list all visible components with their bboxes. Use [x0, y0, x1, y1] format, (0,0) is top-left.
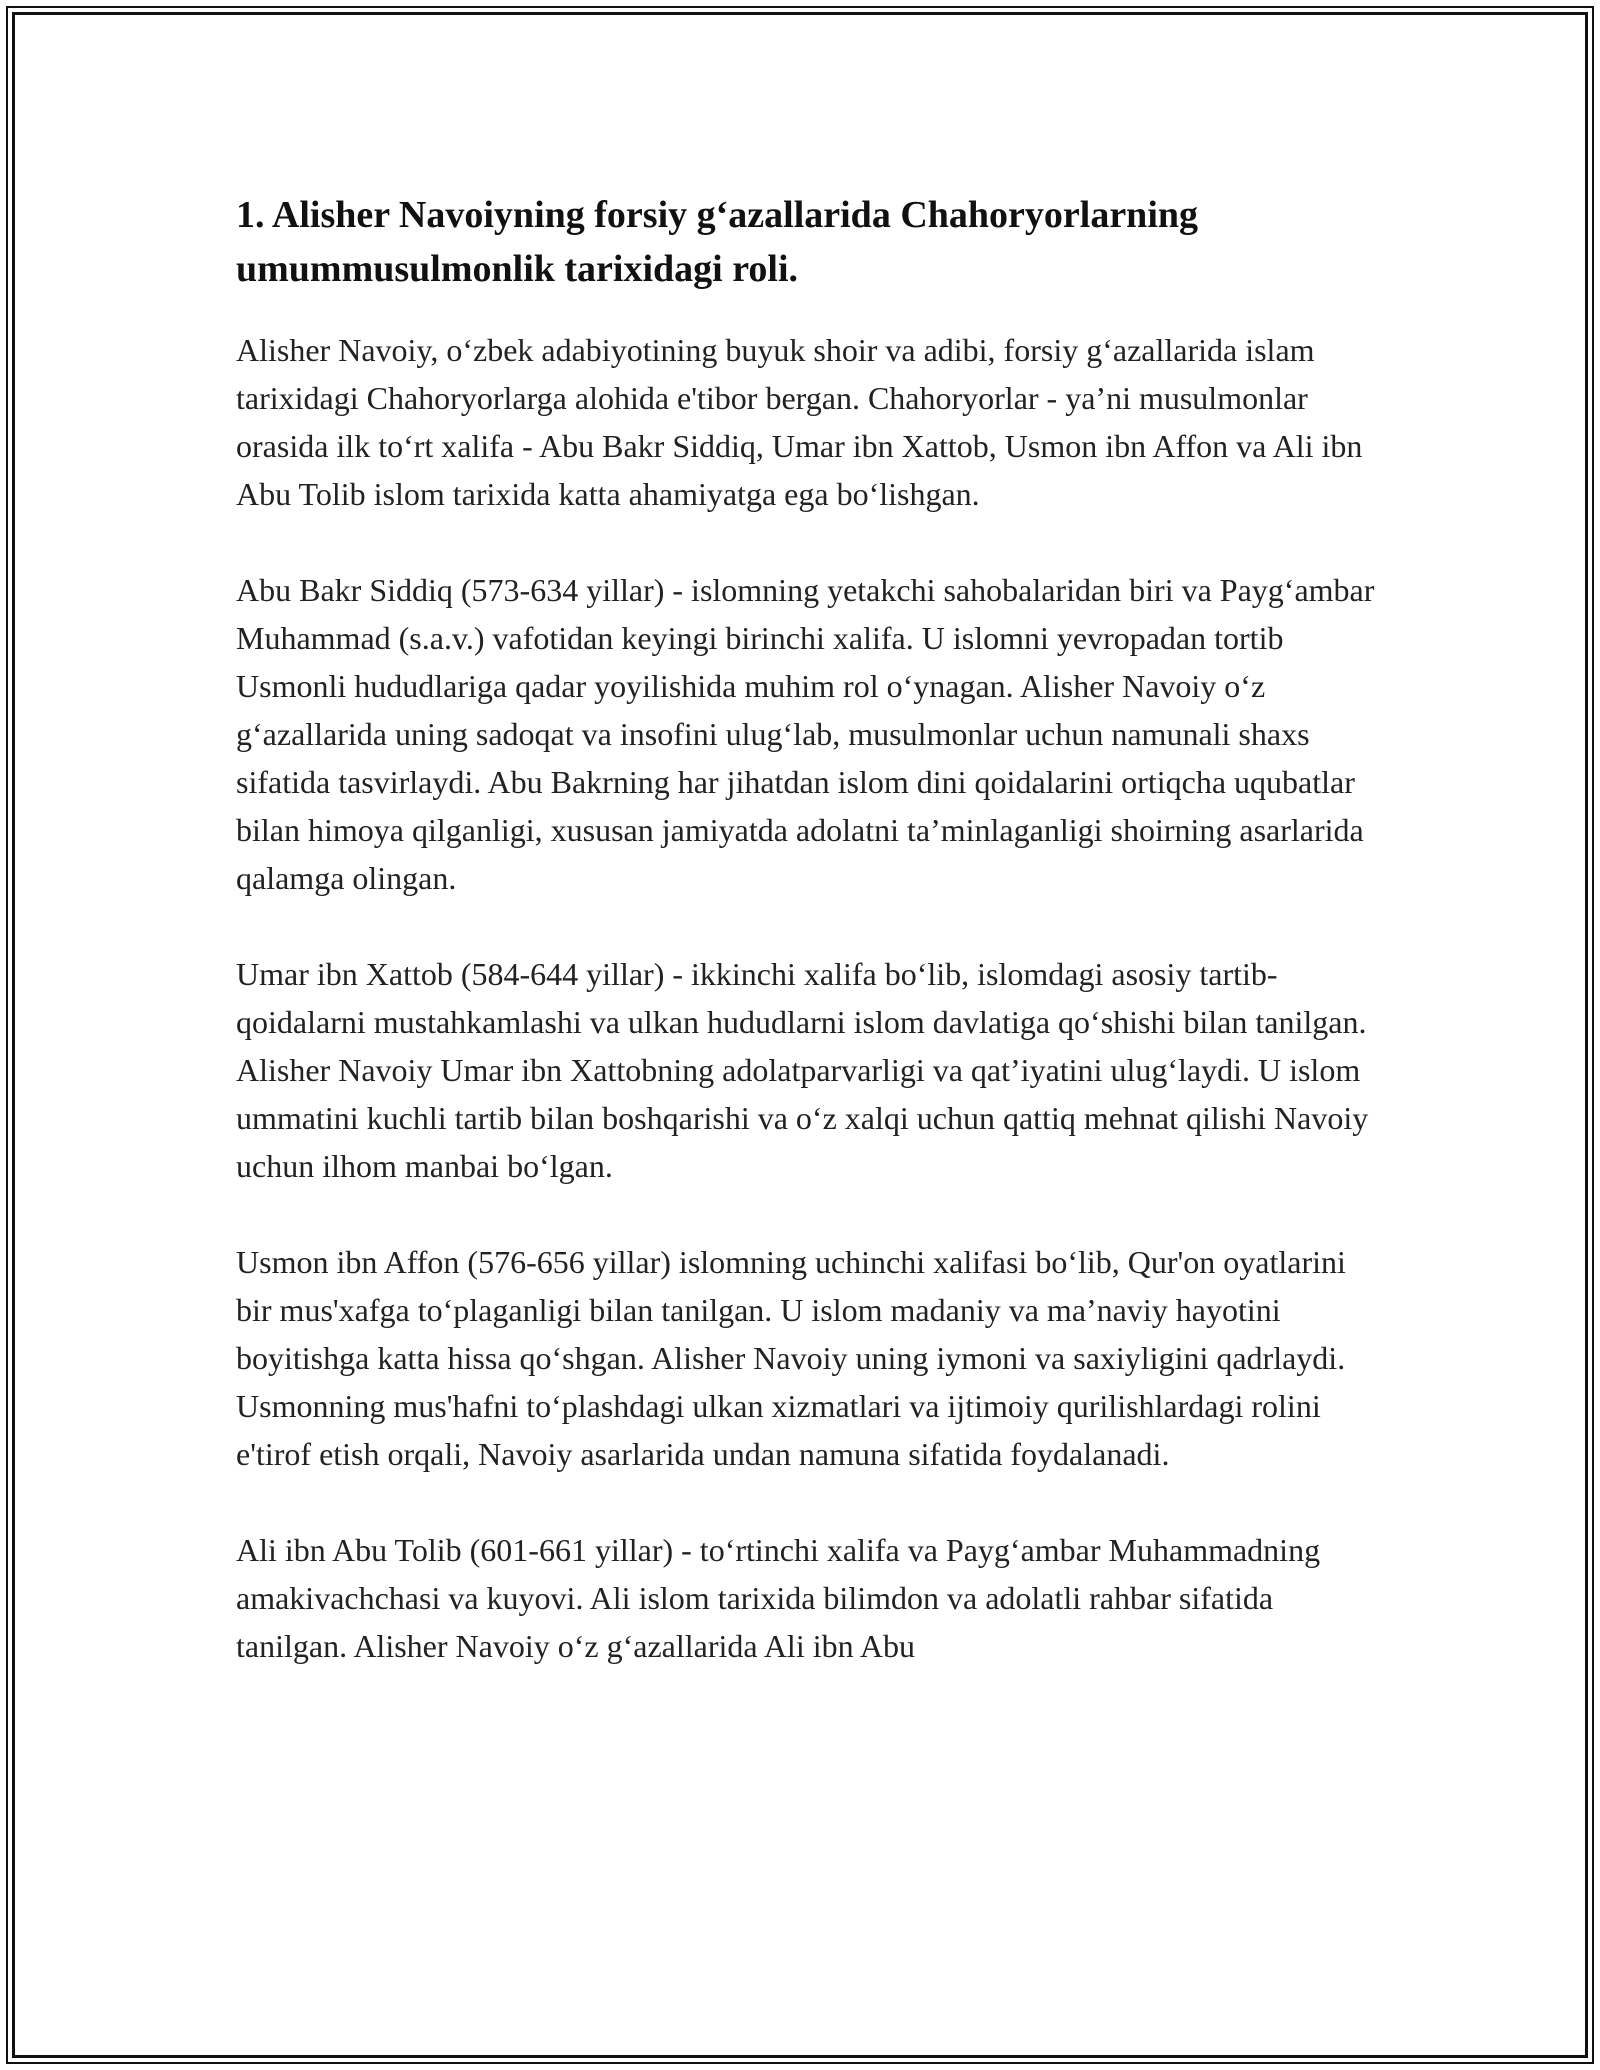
paragraph-abu-bakr: Abu Bakr Siddiq (573-634 yillar) - islomning yetakchi sahobalaridan biri va Payg‘ambar Muhammad (s.a.v.) vafotidan keyingi birinchi xalifa. U islomni yevropadan tortib Usmonli hududlariga qadar yoyilishida muhim rol o‘ynagan. Alisher Navoiy o‘z g‘azallarida uning sadoqat va insofini ulug‘lab, musulmonlar uchun namunali shaxs sifatida tasvirlaydi. Abu Bakrning har jihatdan islom dini qoidalarini ortiqcha uqubatlar bilan himoya qilganligi, xususan jamiyatda adolatni ta’minlaganligi shoirning asarlarida qalamga olingan.: [236, 572, 1375, 896]
section-heading: 1. Alisher Navoiyning forsiy g‘azallarida Chahoryorlarning umummusulmonlik tarixidagi roli.: [236, 194, 1199, 290]
document-body: [236, 188, 1376, 1718]
paragraph-ali: Ali ibn Abu Tolib (601-661 yillar) - to‘rtinchi xalifa va Payg‘ambar Muhammadning amakivachchasi va kuyovi. Ali islom tarixida bilimdon va adolatli rahbar sifatida tanilgan. Alisher Navoiy o‘z g‘azallarida Ali ibn Abu: [236, 1532, 1321, 1664]
paragraph-umar: Umar ibn Xattob (584-644 yillar) - ikkinchi xalifa bo‘lib, islomdagi asosiy tartib-qoidalarni mustahkamlashi va ulkan hududlarni islom davlatiga qo‘shishi bilan tanilgan. Alisher Navoiy Umar ibn Xattobning adolatparvarligi va qat’iyatini ulug‘laydi. U islom ummatini kuchli tartib bilan boshqarishi va o‘z xalqi uchun qattiq mehnat qilishi Navoiy uchun ilhom manbai bo‘lgan.: [236, 956, 1369, 1184]
paragraph-intro: Alisher Navoiy, o‘zbek adabiyotining buyuk shoir va adibi, forsiy g‘azallarida islam tarixidagi Chahoryorlarga alohida e'tibor bergan. Chahoryorlar - ya’ni musulmonlar orasida ilk to‘rt xalifa - Abu Bakr Siddiq, Umar ibn Xattob, Usmon ibn Affon va Ali ibn Abu Tolib islom tarixida katta ahamiyatga ega bo‘lishgan.: [236, 332, 1363, 512]
paragraph-usmon: Usmon ibn Affon (576-656 yillar) islomning uchinchi xalifasi bo‘lib, Qur'on oyatlarini bir mus'xafga to‘plaganligi bilan tanilgan. U islom madaniy va ma’naviy hayotini boyitishga katta hissa qo‘shgan. Alisher Navoiy uning iymoni va saxiyligini qadrlaydi. Usmonning mus'hafni to‘plashdagi ulkan xizmatlari va ijtimoiy qurilishlardagi rolini e'tirof etish orqali, Navoiy asarlarida undan namuna sifatida foydalanadi.: [236, 1244, 1346, 1472]
